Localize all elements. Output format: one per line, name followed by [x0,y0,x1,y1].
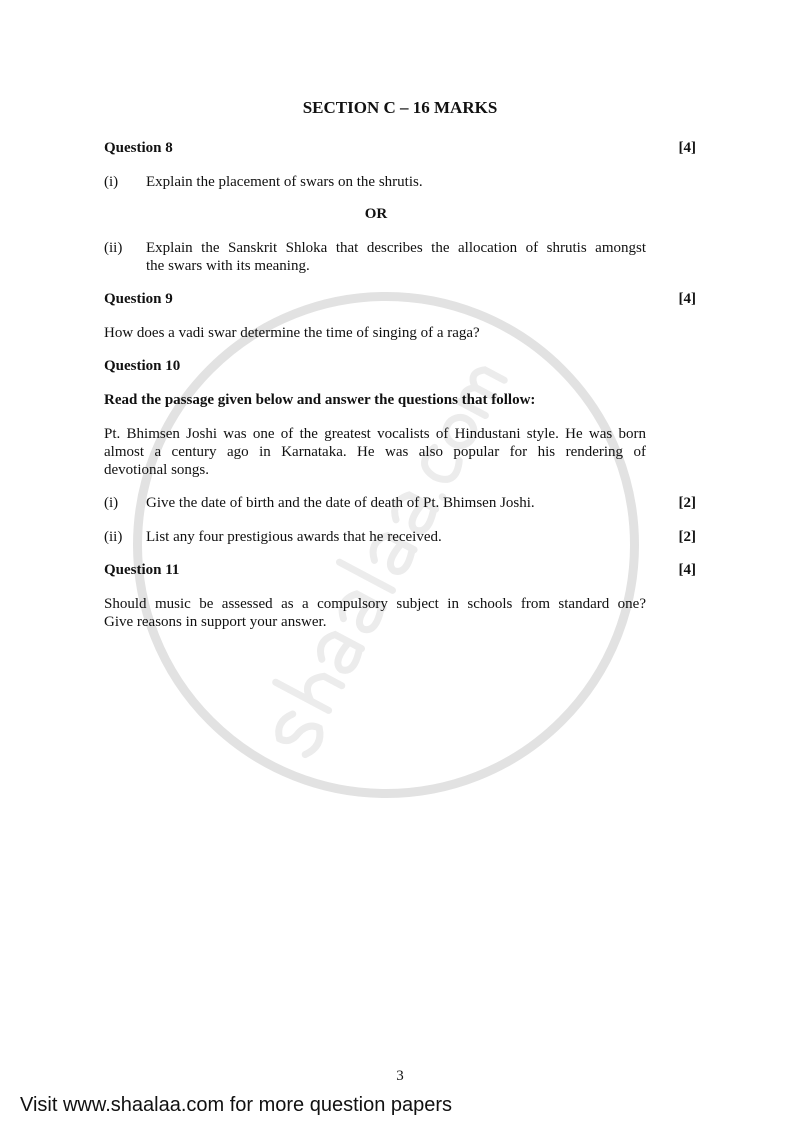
q10-ii-marks: [2] [678,529,696,545]
q10-i-marks: [2] [678,495,696,511]
question-10-title: Question 10 [104,358,181,374]
question-11-marks: [4] [678,562,696,578]
or-label: OR [364,206,388,222]
q9-text: How does a vadi swar determine the time of singing of a raga? [104,325,480,341]
passage-line1: Pt. Bhimsen Joshi was one of the greatest vocalists of Hindustani style. He was born [104,426,646,442]
q8-ii-number: (ii) [104,240,123,256]
q8-i-number: (i) [104,174,119,190]
passage-line3: devotional songs. [104,462,209,478]
q10-ii-number: (ii) [104,529,123,545]
q11-line1: Should music be assessed as a compulsory subject in schools from standard one? [104,596,646,612]
page-number: 3 [396,1068,404,1084]
q8-ii-line2: the swars with its meaning. [146,258,310,274]
q8-ii-text [146,239,646,275]
q10-ii-text: List any four prestigious awards that he received. [146,529,442,545]
q10-i-number: (i) [104,495,119,511]
footer-link-text: Visit www.shaalaa.com for more question papers [20,1094,453,1116]
section-title: SECTION C – 16 MARKS [302,98,498,117]
q10-passage [104,425,646,479]
question-11-title: Question 11 [104,562,180,578]
q10-i-text: Give the date of birth and the date of death of Pt. Bhimsen Joshi. [146,495,535,511]
watermark-stroke [339,562,392,590]
watermark-stroke [273,711,324,757]
q11-line2: Give reasons in support your answer. [104,614,327,630]
q10-instruction: Read the passage given below and answer the questions that follow: [104,392,536,408]
q8-ii-line1: Explain the Sanskrit Shloka that describes the allocation of shrutis amongst [146,240,646,256]
question-9-title: Question 9 [104,291,173,307]
q11-text [104,595,646,631]
passage-line2: almost a century ago in Karnataka. He was also popular for his rendering of [104,444,646,460]
question-9-marks: [4] [678,291,696,307]
watermark-stroke [276,658,342,711]
watermark-stroke [316,631,363,674]
question-8-title: Question 8 [104,140,173,156]
q8-i-text: Explain the placement of swars on the shrutis. [146,174,423,190]
question-8-marks: [4] [678,140,696,156]
